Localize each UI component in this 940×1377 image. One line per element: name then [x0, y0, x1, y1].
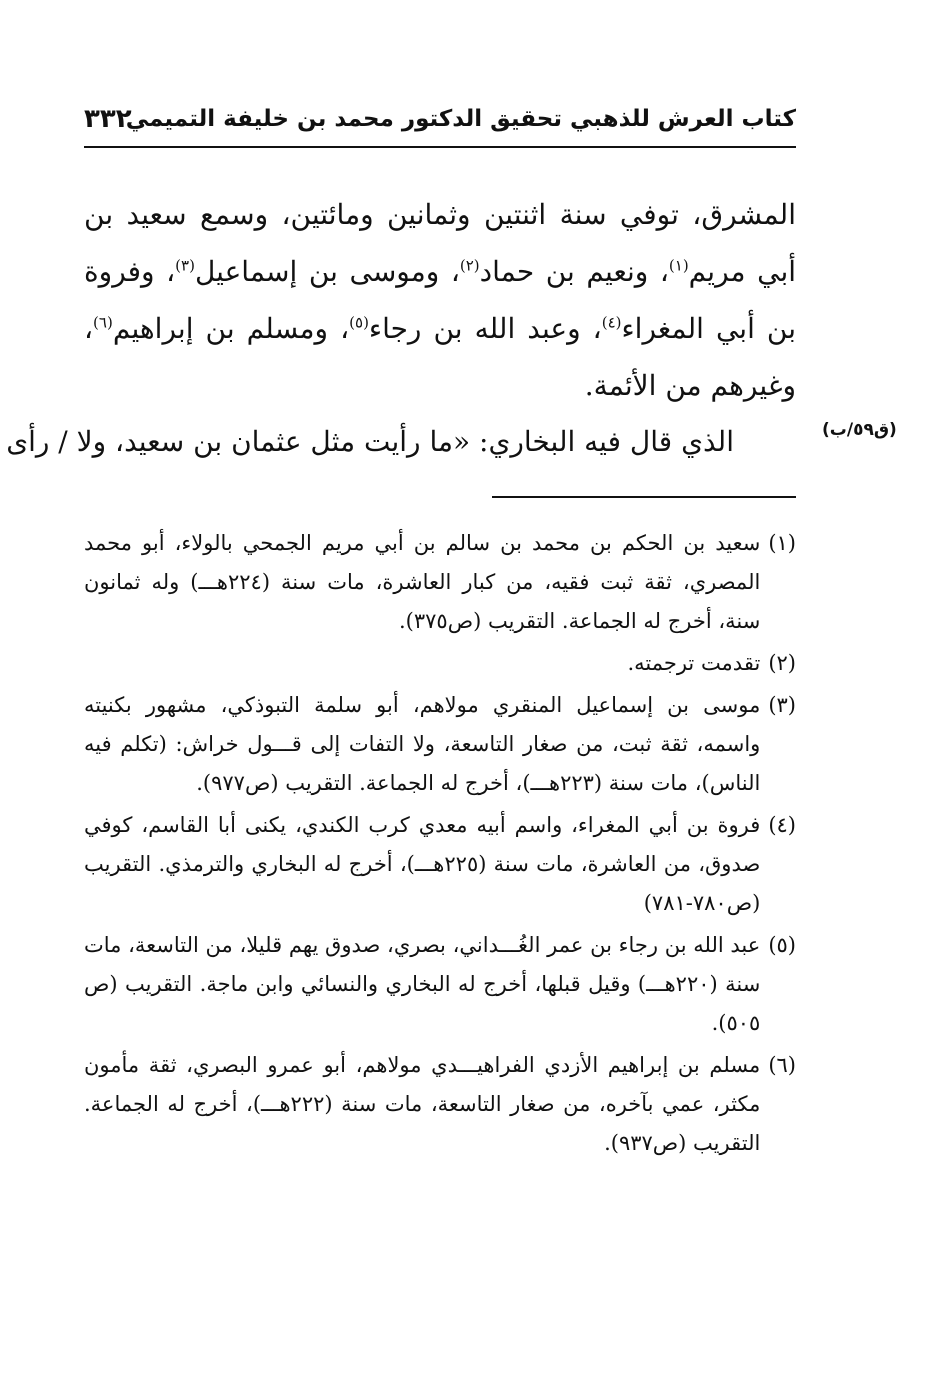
footnote-ref: (٤): [601, 313, 622, 332]
footnote-number: (٦): [768, 1053, 796, 1077]
footnote-ref: (٣): [175, 256, 195, 275]
page-header: [84, 104, 796, 148]
text-segment: المشرق، توفي سنة اثنتين وثمانين ومائتين، وسمع سعيد بن أبي مريم: [84, 198, 797, 288]
footnote-number: (٢): [768, 651, 796, 675]
footnote-ref: (٢): [459, 256, 480, 275]
footnote-ref: (٥): [349, 313, 369, 332]
footnotes: [84, 524, 796, 1166]
footnote: [84, 644, 796, 683]
footnote: [84, 926, 796, 1043]
footnote-text: فروة بن أبي المغراء، واسم أبيه معدي كرب الكندي، يكنى أبا القاسم، كوفي صدوق، من العاشرة، مات سنة (٢٢٥هـــ)، أخرج له البخاري والترمذي. التقريب (ص٧٨٠-٧٨١): [84, 813, 761, 915]
text-segment: ، وفروة بن أبي المغراء: [84, 255, 796, 345]
main-text-line: الذي قال فيه البخاري: «ما رأيت مثل عثمان بن سعيد، ولا / رأى: [6, 425, 734, 458]
footnote-ref: (٦): [93, 313, 113, 332]
running-title: كتاب العرش للذهبي تحقيق الدكتور محمد بن خليفة التميمي: [125, 106, 796, 132]
text-segment: ، وعبد الله بن رجاء: [368, 312, 602, 345]
main-paragraph: [84, 186, 796, 414]
footnote: [84, 686, 796, 803]
page-number: ٣٣٢: [84, 104, 132, 134]
footnote-ref: (١): [668, 256, 689, 275]
footnote: [84, 524, 796, 641]
footnote-number: (٥): [768, 933, 796, 957]
footnote-text: عبد الله بن رجاء بن عمر الغُـــداني، بصري، صدوق يهم قليلا، من التاسعة، مات سنة (٢٢٠هـــ) وقيل قبلها، أخرج له البخاري والنسائي وابن ماجة. التقريب (ص ٥٠٥).: [84, 933, 761, 1035]
footnote-text: مسلم بن إبراهيم الأزدي الفراهيـــدي مولاهم، أبو عمرو البصري، ثقة مأمون مكثر، عمي بآخره، من صغار التاسعة، مات سنة (٢٢٢هـــ)، أخرج له الجماعة. التقريب (ص٩٣٧).: [84, 1053, 761, 1155]
footnote-number: (٣): [768, 693, 796, 717]
text-segment: ، وغيرهم من الأئمة.: [84, 312, 796, 402]
text-segment: ، وموسى بن إسماعيل: [194, 255, 460, 288]
manuscript-folio-note: (ق٥٩/ب): [822, 420, 897, 440]
footnote-text: سعيد بن الحكم بن محمد بن سالم بن أبي مريم الجمحي بالولاء، أبو محمد المصري، ثقة ثبت فقيه، من كبار العاشرة، مات سنة (٢٢٤هـــ) وله ثمانون سنة، أخرج له الجماعة. التقريب (ص٣٧٥).: [84, 531, 761, 633]
main-text: [84, 186, 796, 414]
footnote: [84, 806, 796, 923]
footnote-text: موسى بن إسماعيل المنقري مولاهم، أبو سلمة التبوذكي، مشهور بكنيته واسمه، ثقة ثبت، من صغار التاسعة، ولا التفات إلى قـــول خراش: (تكلم فيه الناس)، مات سنة (٢٢٣هـــ)، أخرج له الجماعة. التقريب (ص٩٧٧).: [84, 693, 761, 795]
text-segment: ، ومسلم بن إبراهيم: [112, 312, 350, 345]
footnote-divider: [492, 496, 796, 498]
footnote: [84, 1046, 796, 1163]
text-segment: ، ونعيم بن حماد: [479, 255, 669, 288]
footnote-text: تقدمت ترجمته.: [627, 651, 761, 675]
footnote-number: (٤): [768, 813, 796, 837]
footnote-number: (١): [768, 531, 796, 555]
